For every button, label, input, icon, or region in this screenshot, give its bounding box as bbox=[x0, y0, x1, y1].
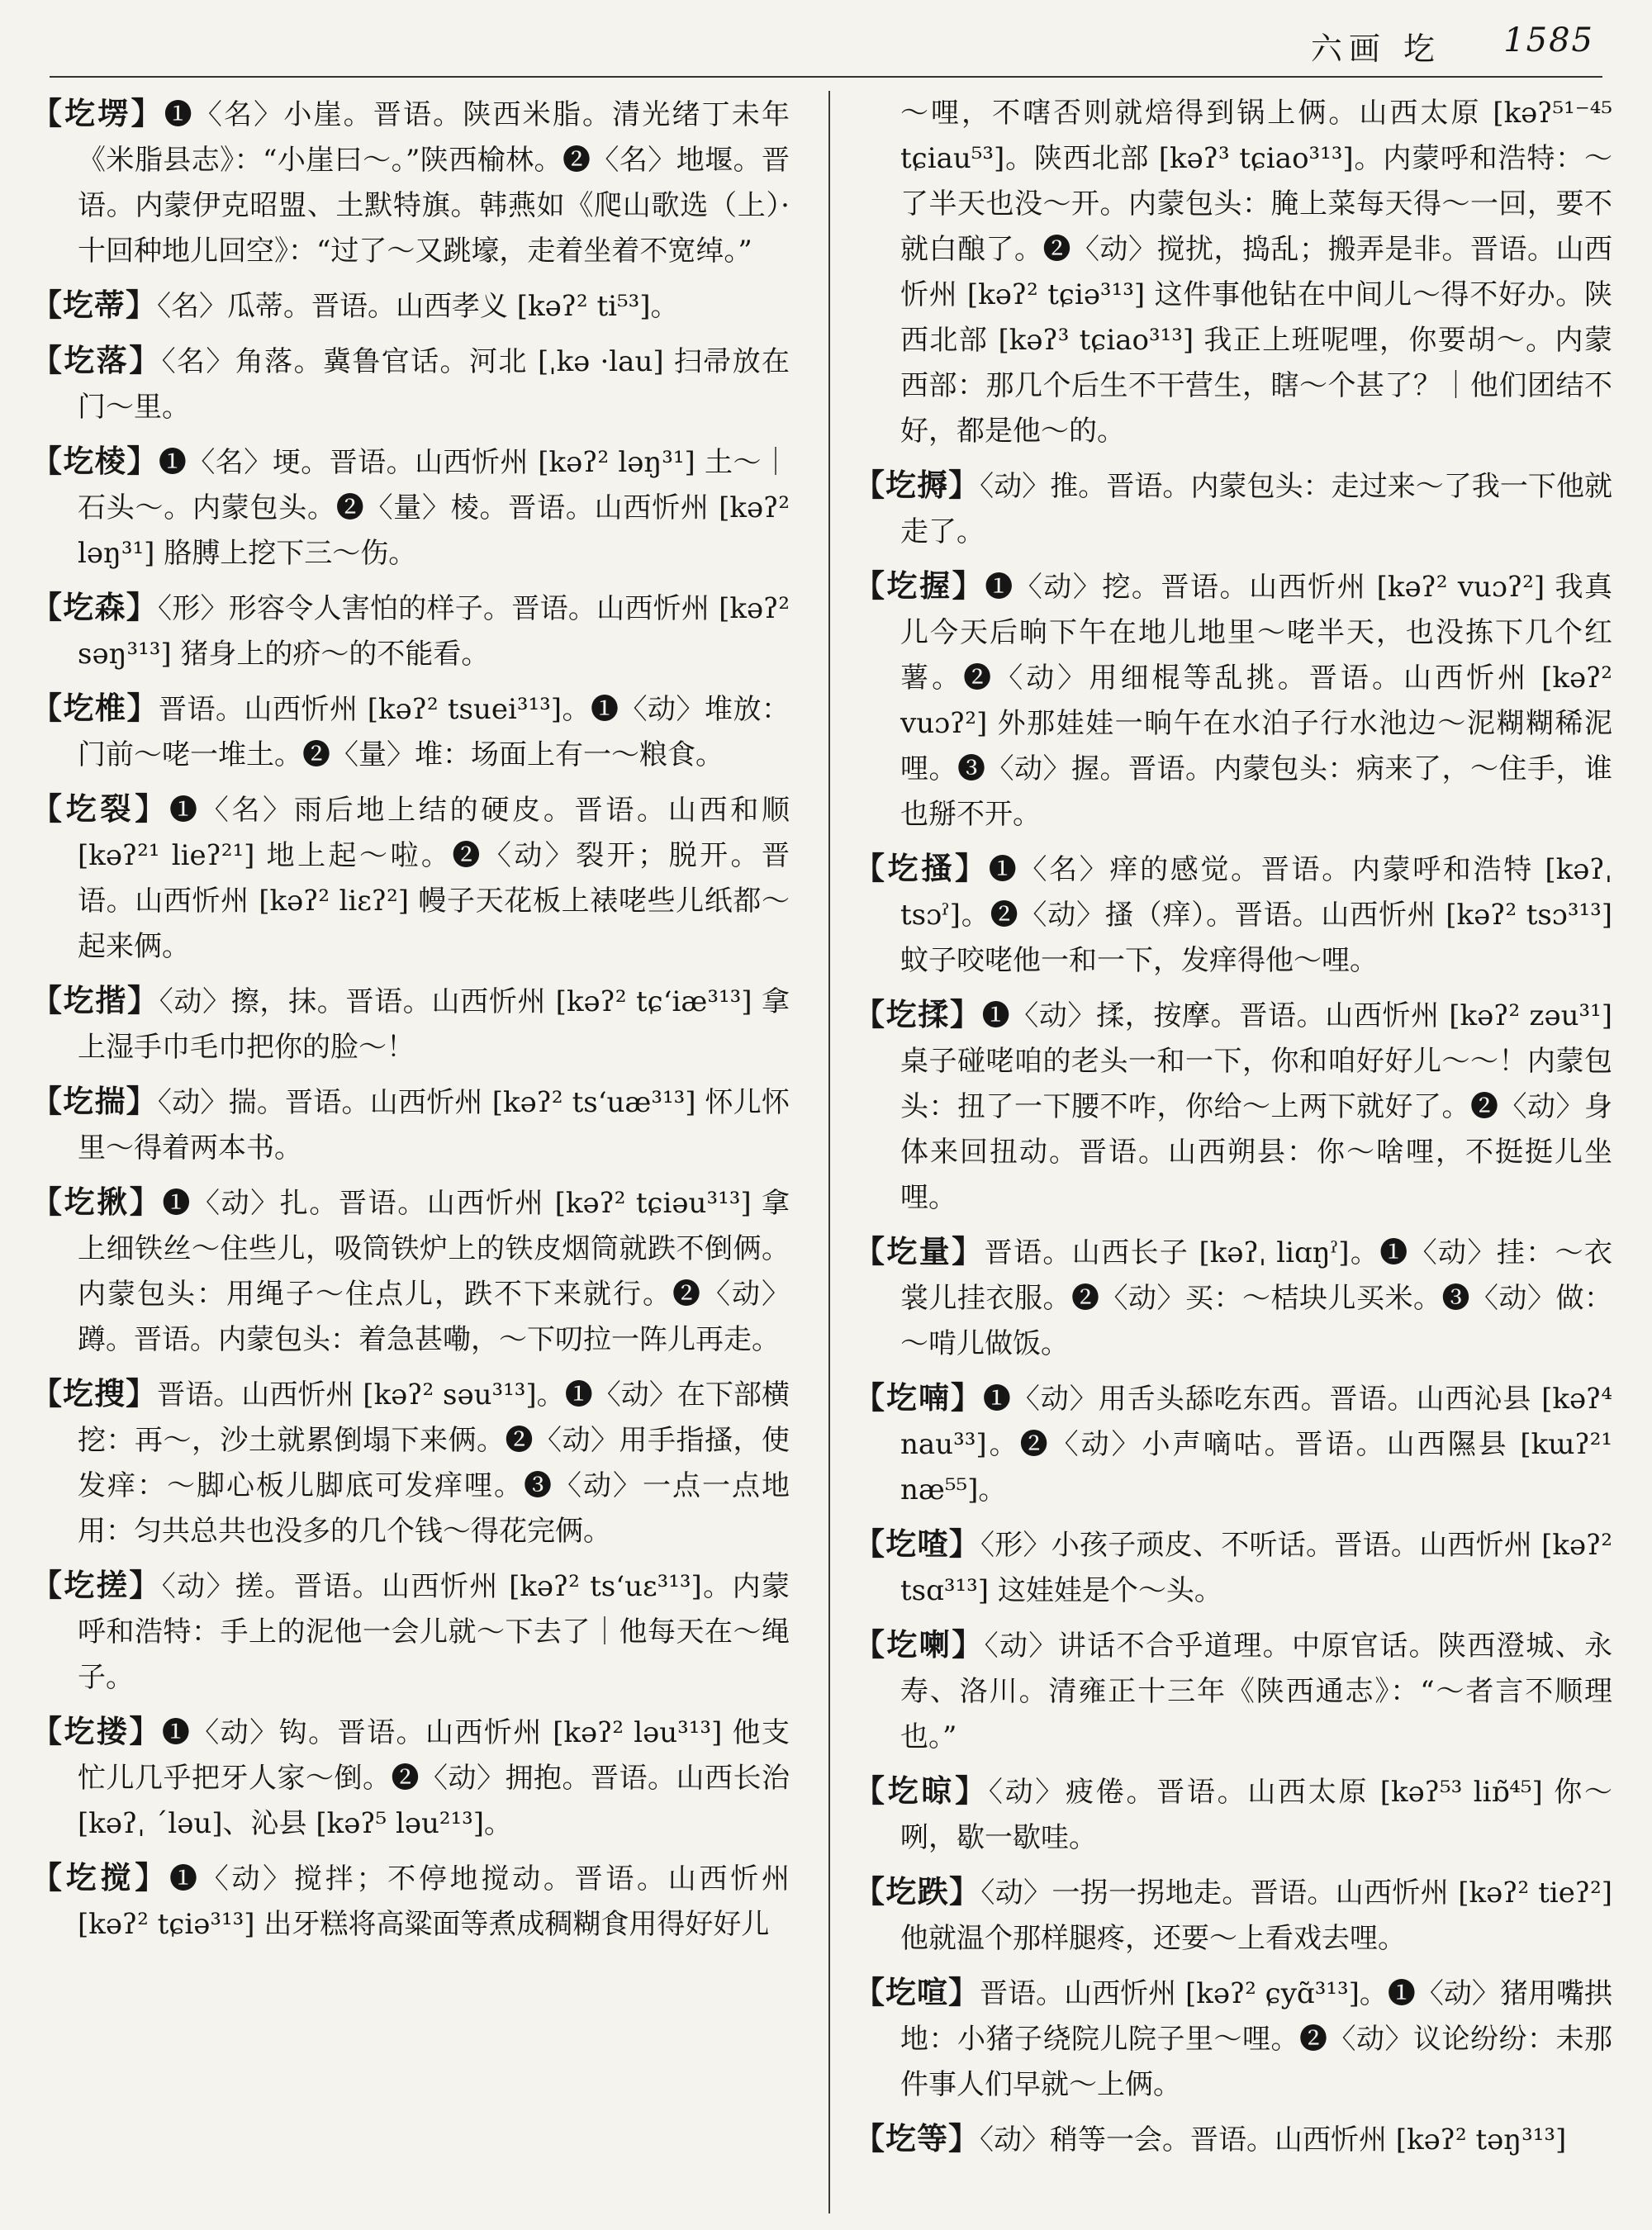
entry-headword: 【圪森】 bbox=[31, 590, 159, 625]
page-header bbox=[0, 0, 1652, 79]
entry-headword: 【圪晾】 bbox=[854, 1773, 989, 1809]
dictionary-entry bbox=[854, 2116, 1612, 2163]
entry-definition: ❶〈动〉搅拌；不停地搅动。晋语。山西忻州 [kəʔ² tɕiə³¹³] 出牙糕将高粱面等煮成稠糊食用得好好儿 bbox=[78, 1862, 790, 1941]
entry-headword: 【圪蒂】 bbox=[31, 287, 157, 323]
entry-headword: 【圪握】 bbox=[854, 568, 985, 604]
entry-headword: 【圪喃】 bbox=[854, 1380, 983, 1416]
entry-definition: 晋语。山西忻州 [kəʔ² tsuei³¹³]。❶〈动〉堆放：门前～咾一堆土。❷〈量〉堆：场面上有一～粮食。 bbox=[78, 693, 790, 771]
dictionary-entry bbox=[31, 282, 790, 330]
entry-definition: 〈形〉形容令人害怕的样子。晋语。山西忻州 [kəʔ² səŋ³¹³] 猪身上的疥～的不能看。 bbox=[78, 592, 790, 671]
entry-definition: ❶〈动〉挖。晋语。山西忻州 [kəʔ² vuɔʔ²] 我真儿今天后晌下午在地儿地里～咾半天，也没拣下几个红薯。❷〈动〉用细棍等乱挑。晋语。山西忻州 [kəʔ² vuɔʔ²] 外那娃娃一晌午在水泊子行水池边～泥糊糊稀泥哩。❸〈动〉握。晋语。内蒙包头：病来了，～住手，谁也掰不开。 bbox=[900, 571, 1612, 831]
dictionary-entry bbox=[854, 846, 1612, 984]
entry-definition: 〈动〉揣。晋语。山西忻州 [kəʔ² tsʻuæ³¹³] 怀儿怀里～得着两本书。 bbox=[78, 1086, 790, 1165]
entry-headword: 【圪搅】 bbox=[31, 1860, 169, 1896]
entry-headword: 【圪搂】 bbox=[31, 1714, 162, 1749]
entry-definition: ❶〈动〉用舌头舔吃东西。晋语。山西沁县 [kəʔ⁴ nau³³]。❷〈动〉小声嘀咕。晋语。山西隰县 [kɯʔ²¹ næ⁵⁵]。 bbox=[900, 1383, 1612, 1506]
entry-headword: 【圪喧】 bbox=[854, 1975, 980, 2010]
dictionary-entry bbox=[854, 992, 1612, 1221]
entry-definition: ❶〈动〉揉，按摩。晋语。山西忻州 [kəʔ² zəu³¹] 桌子碰咾咱的老头一和一下，你和咱好好儿～～！内蒙包头：扭了一下腰不咋，你给～上两下就好了。❷〈动〉身体来回扭动。晋语。山西朔县：你～啥哩，不挺挺儿坐哩。 bbox=[900, 999, 1612, 1214]
entry-definition: 〈动〉稍等一会。晋语。山西忻州 [kəʔ² təŋ³¹³] bbox=[980, 2123, 1567, 2156]
dictionary-entry bbox=[31, 1079, 790, 1171]
entry-headword: 【圪搜】 bbox=[31, 1376, 158, 1412]
entry-continuation: ～哩，不嗐否则就焙得到锅上俩。山西太原 [kəʔ⁵¹⁻⁴⁵ tɕiau⁵³]。陕西北部 [kəʔ³ tɕiao³¹³]。内蒙呼和浩特：～了半天也没～开。内蒙包头：腌上菜每天得～一回，要不就白酿了。❷〈动〉搅扰，捣乱；搬弄是非。晋语。山西忻州 [kəʔ² tɕiə³¹³] 这件事他钻在中间儿～得不好办。陕西北部 [kəʔ³ tɕiao³¹³] 我正上班呢哩，你要胡～。内蒙西部：那几个后生不干营生，瞎～个甚了？｜他们团结不好，都是他～的。 bbox=[900, 97, 1612, 448]
entry-headword: 【圪跌】 bbox=[854, 1874, 981, 1910]
entry-definition: 〈名〉瓜蒂。晋语。山西孝义 [kəʔ² ti⁵³]。 bbox=[157, 290, 679, 323]
dictionary-entry bbox=[31, 439, 790, 576]
column-divider bbox=[828, 91, 830, 2213]
entry-definition: ❶〈名〉埂。晋语。山西忻州 [kəʔ² ləŋ³¹] 土～｜石头～。内蒙包头。❷〈量〉棱。晋语。山西忻州 [kəʔ² ləŋ³¹] 胳膊上挖下三～伤。 bbox=[78, 446, 790, 570]
dictionary-entry bbox=[31, 686, 790, 778]
page-number: 1585 bbox=[1503, 21, 1594, 59]
entry-definition: 〈动〉讲话不合乎道理。中原官话。陕西澄城、永寿、洛川。清雍正十三年《陕西通志》：“～者言不顺理也。” bbox=[900, 1630, 1612, 1753]
entry-headword: 【圪等】 bbox=[854, 2121, 980, 2156]
dictionary-entry bbox=[854, 1622, 1612, 1760]
entry-definition: ❶〈名〉小崖。晋语。陕西米脂。清光绪丁未年《米脂县志》：“小崖曰～。”陕西榆林。❷〈名〉地堰。晋语。内蒙伊克昭盟、土默特旗。韩燕如《爬山歌选（上）·十回种地儿回空》：“过了～又跳壕，走着坐着不宽绰。” bbox=[78, 98, 790, 268]
dictionary-entry bbox=[31, 585, 790, 677]
entry-headword: 【圪搓】 bbox=[31, 1568, 162, 1603]
entry-headword: 【圪落】 bbox=[31, 343, 162, 378]
dictionary-entry bbox=[31, 1709, 790, 1847]
dictionary-entry bbox=[854, 563, 1612, 837]
entry-headword: 【圪搔】 bbox=[854, 851, 989, 886]
entry-headword: 【圪揪】 bbox=[31, 1184, 163, 1220]
entry-headword: 【圪揣】 bbox=[31, 1084, 158, 1119]
entry-definition: 〈名〉角落。冀鲁官话。河北 [ˌkə ·lau] 扫帚放在门～里。 bbox=[78, 345, 790, 424]
entry-headword: 【圪喳】 bbox=[854, 1526, 981, 1562]
dictionary-entry bbox=[854, 463, 1612, 555]
dictionary-entry bbox=[31, 1855, 790, 1948]
entry-headword: 【圪搙】 bbox=[854, 467, 980, 503]
entry-definition: 〈形〉小孩子顽皮、不听话。晋语。山西忻州 [kəʔ² tsɑ³¹³] 这娃娃是个～头。 bbox=[900, 1529, 1612, 1607]
dictionary-entry bbox=[31, 1179, 790, 1363]
entry-headword: 【圪揉】 bbox=[854, 997, 982, 1032]
dictionary-entry bbox=[854, 1869, 1612, 1962]
dictionary-entry bbox=[31, 1371, 790, 1554]
dictionary-entry bbox=[31, 91, 790, 274]
entry-definition: 〈动〉搓。晋语。山西忻州 [kəʔ² tsʻuɛ³¹³]。内蒙呼和浩特：手上的泥他一会儿就～下去了｜他每天在～绳子。 bbox=[78, 1570, 790, 1694]
entry-headword: 【圪喇】 bbox=[854, 1627, 985, 1663]
entry-definition: 〈动〉疲倦。晋语。山西太原 [kəʔ⁵³ liɒ̃⁴⁵] 你～咧，歇一歇哇。 bbox=[900, 1776, 1612, 1854]
entry-definition: 〈动〉一拐一拐地走。晋语。山西忻州 [kəʔ² tieʔ²] 他就温个那样腿疼，还要～上看戏去哩。 bbox=[900, 1877, 1612, 1955]
entry-headword: 【圪椎】 bbox=[31, 690, 159, 726]
dictionary-entry bbox=[854, 1970, 1612, 2108]
dictionary-entry bbox=[31, 978, 790, 1070]
entry-headword: 【圪棱】 bbox=[31, 444, 159, 479]
entry-definition: ❶〈名〉痒的感觉。晋语。内蒙呼和浩特 [kəʔˌ tsɔˀ]。❷〈动〉搔（痒）。晋语。山西忻州 [kəʔ² tsɔ³¹³] 蚊子咬咾他一和一下，发痒得他～哩。 bbox=[900, 853, 1612, 977]
dictionary-entry bbox=[31, 338, 790, 430]
dictionary-entry bbox=[854, 1521, 1612, 1614]
entry-definition: 晋语。山西忻州 [kəʔ² səu³¹³]。❶〈动〉在下部横挖：再～，沙土就累倒塌下来俩。❷〈动〉用手指搔，使发痒：～脚心板儿脚底可发痒哩。❸〈动〉一点一点地用：匀共总共也没多的几个钱～得花完俩。 bbox=[78, 1378, 790, 1548]
entry-definition: 〈动〉擦，抹。晋语。山西忻州 [kəʔ² tɕʻiæ³¹³] 拿上湿手巾毛巾把你的脸～！ bbox=[78, 985, 790, 1064]
entry-headword: 【圪裂】 bbox=[31, 791, 169, 827]
left-column bbox=[31, 91, 790, 2220]
dictionary-entry bbox=[854, 1229, 1612, 1367]
entry-headword: 【圪揩】 bbox=[31, 983, 159, 1018]
header-rule bbox=[50, 76, 1602, 78]
entry-definition: 〈动〉推。晋语。内蒙包头：走过来～了我一下他就走了。 bbox=[900, 470, 1612, 548]
dictionary-entry bbox=[854, 1768, 1612, 1861]
section-title: 六画 圪 bbox=[1310, 31, 1441, 67]
entry-definition: 晋语。山西长子 [kəʔˌ liɑŋˀ]。❶〈动〉挂：～衣裳儿挂衣服。❷〈动〉买：～桔块儿买米。❸〈动〉做：～啃儿做饭。 bbox=[900, 1236, 1612, 1360]
dictionary-entry bbox=[854, 1375, 1612, 1513]
entry-definition: ❶〈动〉钩。晋语。山西忻州 [kəʔ² ləu³¹³] 他支忙儿几乎把牙人家～倒。❷〈动〉拥抱。晋语。山西长治 [kəʔˌ ˊləu]、沁县 [kəʔ⁵ ləu²¹³]。 bbox=[78, 1716, 790, 1840]
entry-headword: 【圪量】 bbox=[854, 1234, 985, 1269]
dictionary-entry bbox=[31, 786, 790, 970]
entry-definition: ❶〈动〉扎。晋语。山西忻州 [kəʔ² tɕiəu³¹³] 拿上细铁丝～住些儿，吸筒铁炉上的铁皮烟筒就跌不倒俩。内蒙包头：用绳子～住点儿，跌不下来就行。❷〈动〉蹲。晋语。内蒙包头：着急甚嘞，～下叨拉一阵儿再走。 bbox=[78, 1187, 790, 1356]
entry-definition: ❶〈名〉雨后地上结的硬皮。晋语。山西和顺 [kəʔ²¹ lieʔ²¹] 地上起～啦。❷〈动〉裂开；脱开。晋语。山西忻州 [kəʔ² liɛʔ²] 幔子天花板上裱咾些儿纸都～起来俩。 bbox=[78, 794, 790, 963]
entry-definition: 晋语。山西忻州 [kəʔ² ɕyɑ̃³¹³]。❶〈动〉猪用嘴拱地：小猪子绕院儿院子里～哩。❷〈动〉议论纷纷：未那件事人们早就～上俩。 bbox=[900, 1977, 1612, 2101]
dictionary-entry bbox=[31, 1563, 790, 1701]
entry-headword: 【圪塄】 bbox=[31, 96, 164, 131]
right-column bbox=[854, 91, 1612, 2220]
